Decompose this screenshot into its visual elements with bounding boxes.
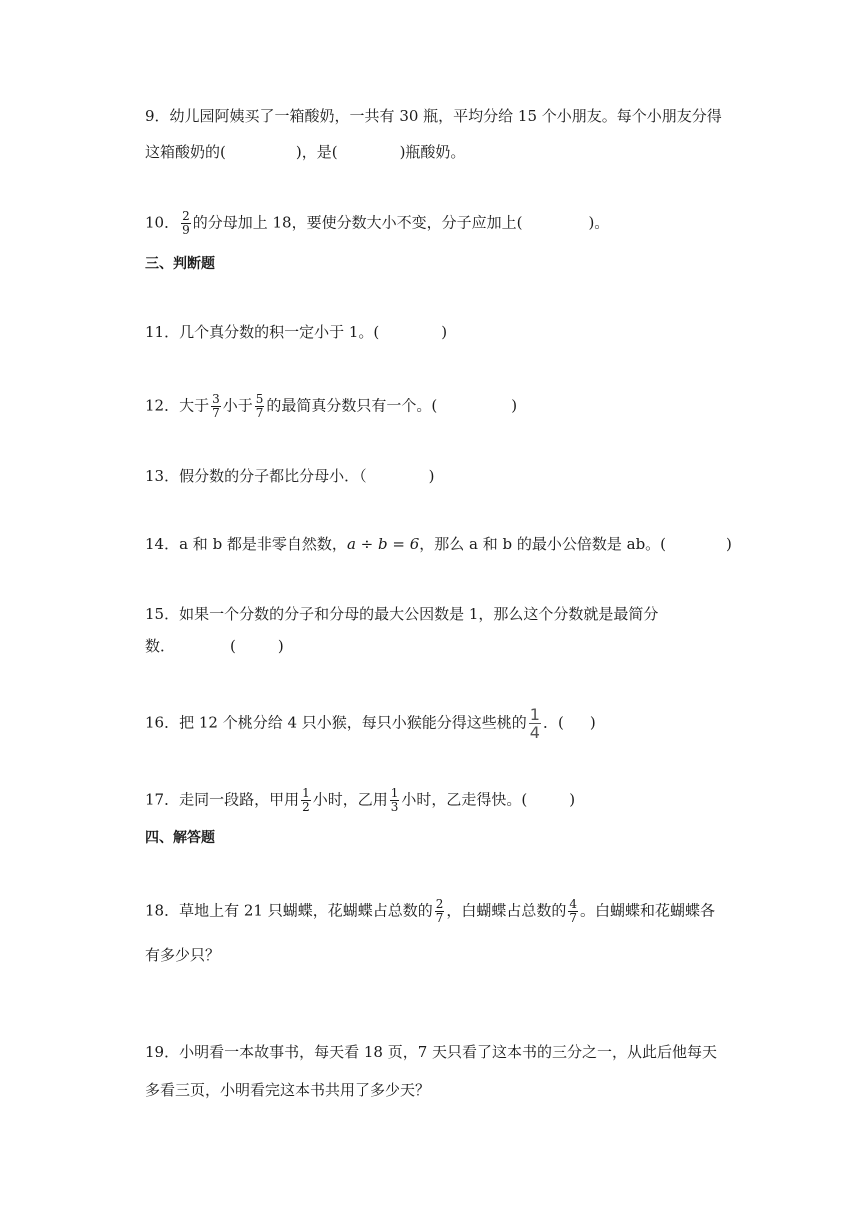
question-12 <box>145 393 517 420</box>
question-10-close: )。 <box>588 213 610 232</box>
question-16-text-b: ．( <box>542 713 564 732</box>
question-19-line-2 <box>145 1080 430 1100</box>
question-16 <box>145 706 596 741</box>
fraction-denominator: 3 <box>390 800 399 814</box>
question-13-close: ) <box>428 467 435 485</box>
fraction-numerator: 1 <box>390 786 399 800</box>
question-13 <box>145 466 434 486</box>
question-13-text: 13．假分数的分子都比分母小．（ <box>145 467 367 485</box>
question-16-close: ) <box>589 713 596 732</box>
question-9-text: 9．幼儿园阿姨买了一箱酸奶，一共有 30 瓶，平均分给 15 个小朋友。每个小朋友分得 <box>145 107 722 125</box>
question-10 <box>145 210 609 237</box>
question-19-text-a: 19．小明看一本故事书，每天看 18 页，7 天只看了这本书的三分之一，从此后他每天 <box>145 1043 718 1061</box>
math-expression: a ÷ b = 6 <box>346 535 420 553</box>
question-9-text-b: )，是( <box>295 143 338 161</box>
question-18-text-b: ，白蝴蝶占总数的 <box>446 901 567 920</box>
question-15-text: 15．如果一个分数的分子和分母的最大公因数是 1，那么这个分数就是最简分 <box>145 605 659 623</box>
question-14-close: ) <box>726 535 732 553</box>
question-18-line-2 <box>145 945 220 965</box>
section-3-title: 三、判断题 <box>145 256 215 272</box>
fraction <box>568 898 578 925</box>
fraction <box>390 787 400 814</box>
question-9-text-c: )瓶酸奶。 <box>399 143 466 161</box>
question-10-text: 的分母加上 18，要使分数大小不变，分子应加上( <box>192 213 523 232</box>
fraction-numerator: 3 <box>212 392 220 406</box>
question-12-close: ) <box>511 396 518 415</box>
question-17-close: ) <box>569 790 576 809</box>
section-4-title: 四、解答题 <box>145 830 215 846</box>
fraction-denominator: 7 <box>255 406 264 420</box>
question-14-text-a: 14．a 和 b 都是非零自然数， <box>145 535 347 553</box>
fraction <box>255 393 265 420</box>
fraction <box>529 706 541 741</box>
fraction-numerator: 5 <box>255 392 264 406</box>
fraction-denominator: 4 <box>529 723 540 742</box>
fraction-denominator: 7 <box>569 911 578 925</box>
question-18-text-d: 有多少只？ <box>145 946 221 964</box>
question-15-close: ) <box>277 637 284 655</box>
fraction <box>435 898 445 925</box>
fraction <box>301 787 311 814</box>
fraction <box>181 210 191 237</box>
question-14 <box>145 534 732 554</box>
question-18-line-1 <box>145 898 715 925</box>
question-17-text-c: 小时，乙走得快。( <box>401 790 528 809</box>
question-9-text-a: 这箱酸奶的( <box>145 143 226 161</box>
section-heading-judgement <box>145 254 215 274</box>
question-18-text-c: 。白蝴蝶和花蝴蝶各 <box>580 901 716 920</box>
fraction-denominator: 2 <box>302 800 310 814</box>
question-15-line-2 <box>145 636 284 656</box>
question-19-line-1 <box>145 1042 717 1062</box>
fraction-numerator: 2 <box>435 897 444 911</box>
question-15-open: ( <box>230 637 236 655</box>
question-17 <box>145 787 575 814</box>
question-19-text-b: 多看三页，小明看完这本书共用了多少天？ <box>145 1081 431 1099</box>
fraction-denominator: 9 <box>182 223 190 237</box>
question-12-text-a: 12．大于 <box>145 396 210 415</box>
fraction-numerator: 2 <box>182 209 190 223</box>
section-heading-answers <box>145 828 215 848</box>
question-10-number: 10． <box>145 213 180 232</box>
question-15-line-1 <box>145 604 658 624</box>
question-9-line-2 <box>145 142 465 162</box>
question-18-text-a: 18．草地上有 21 只蝴蝶，花蝴蝶占总数的 <box>145 901 433 920</box>
question-17-text-a: 17．走同一段路，甲用 <box>145 790 300 809</box>
question-11 <box>145 322 447 342</box>
fraction-numerator: 4 <box>569 897 578 911</box>
fraction-numerator: 1 <box>302 786 310 800</box>
question-16-text-a: 16．把 12 个桃分给 4 只小猴，每只小猴能分得这些桃的 <box>145 713 527 732</box>
question-14-text-b: ，那么 a 和 b 的最小公倍数是 ab。( <box>419 535 667 553</box>
question-9-line-1 <box>145 106 722 126</box>
fraction-numerator: 1 <box>529 705 540 724</box>
fraction-denominator: 7 <box>212 406 220 420</box>
question-11-text: 11．几个真分数的积一定小于 1。( <box>145 323 380 341</box>
question-11-close: ) <box>441 323 448 341</box>
fraction-denominator: 7 <box>435 911 444 925</box>
question-17-text-b: 小时，乙用 <box>312 790 388 809</box>
question-12-text-b: 小于 <box>222 396 253 415</box>
question-15-text-a: 数． <box>145 637 176 655</box>
question-12-text-c: 的最简真分数只有一个。( <box>266 396 438 415</box>
fraction <box>211 393 221 420</box>
